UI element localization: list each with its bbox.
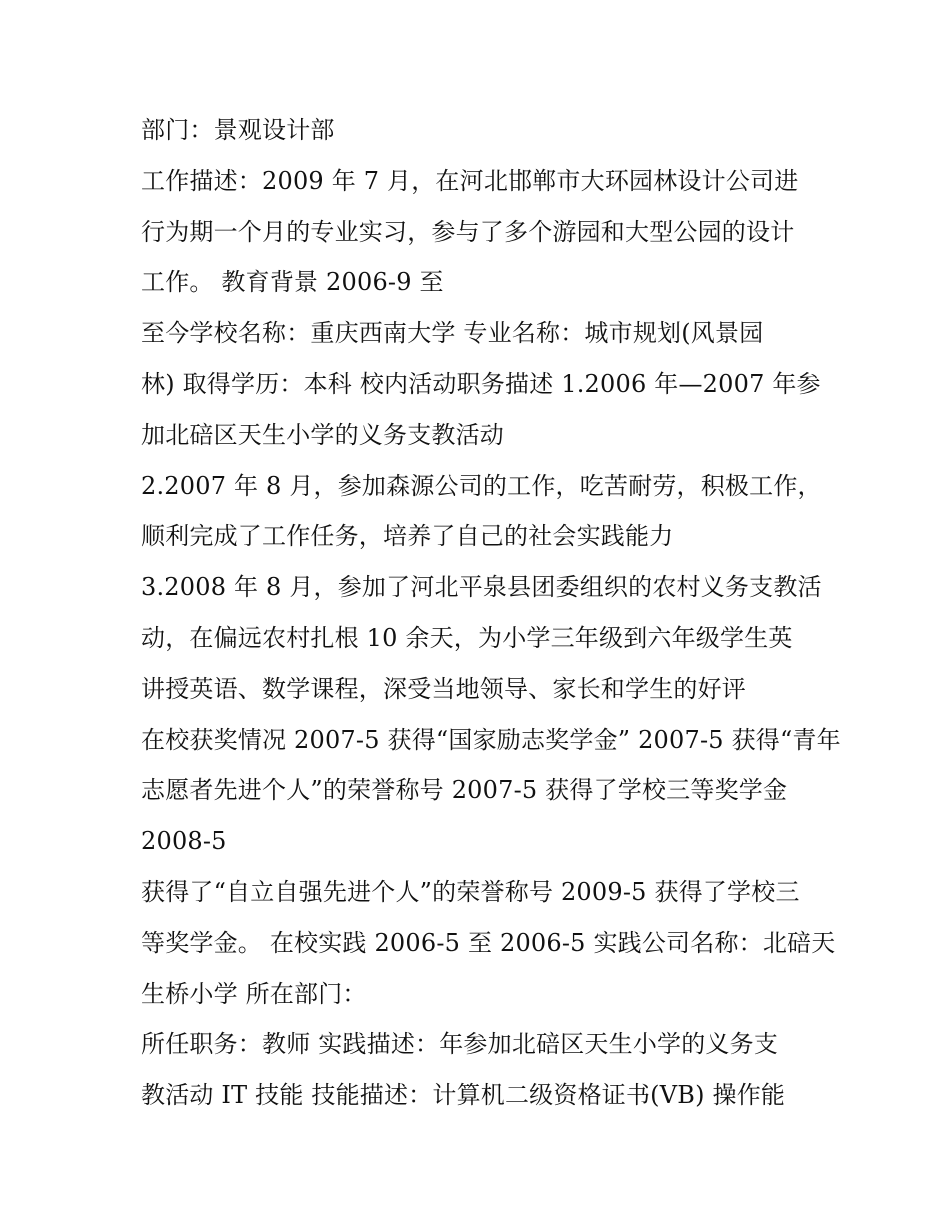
text-line: 教活动 IT 技能 技能描述：计算机二级资格证书(VB) 操作能 [141, 1081, 786, 1110]
text-line: 生桥小学 所在部门： [141, 979, 367, 1008]
text-line: 行为期一个月的专业实习，参与了多个游园和大型公园的设计 [141, 217, 795, 246]
text-line: 林) 取得学历：本科 校内活动职务描述 1.2006 年—2007 年参 [141, 369, 821, 398]
text-line: 志愿者先进个人”的荣誉称号 2007-5 获得了学校三等奖学金 [141, 776, 788, 805]
text-line: 至今学校名称：重庆西南大学 专业名称：城市规划(风景园 [141, 319, 764, 348]
text-line: 工作。 教育背景 2006-9 至 [141, 268, 444, 297]
text-line: 等奖学金。 在校实践 2006-5 至 2006-5 实践公司名称：北碚天 [141, 928, 836, 957]
text-line: 工作描述：2009 年 7 月，在河北邯郸市大环园林设计公司进 [141, 166, 799, 195]
text-line: 加北碚区天生小学的义务支教活动 [141, 420, 504, 449]
text-line: 获得了“自立自强先进个人”的荣誉称号 2009-5 获得了学校三 [141, 877, 800, 906]
resume-text-body [141, 110, 841, 1126]
text-line: 在校获奖情况 2007-5 获得“国家励志奖学金” 2007-5 获得“青年 [141, 725, 841, 754]
text-line: 2008-5 [141, 827, 227, 856]
text-line: 2.2007 年 8 月，参加森源公司的工作，吃苦耐劳，积极工作， [141, 471, 822, 500]
text-line: 部门：景观设计部 [141, 116, 335, 144]
text-line: 所任职务：教师 实践描述：年参加北碚区天生小学的义务支 [141, 1030, 779, 1059]
text-line: 3.2008 年 8 月，参加了河北平泉县团委组织的农村义务支教活 [141, 573, 822, 602]
text-line: 动，在偏远农村扎根 10 余天，为小学三年级到六年级学生英 [141, 623, 793, 652]
text-line: 顺利完成了工作任务，培养了自己的社会实践能力 [141, 522, 674, 551]
text-line: 讲授英语、数学课程，深受当地领导、家长和学生的好评 [141, 674, 746, 703]
